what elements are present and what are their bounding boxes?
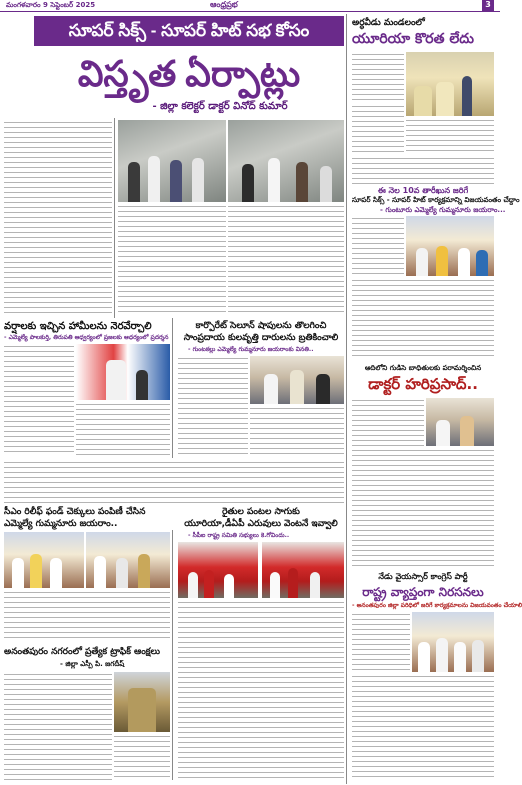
right-mid-text-2 (352, 278, 494, 360)
right-4-photo (412, 612, 494, 672)
left-3-headline: అనంతపురం నగరంలో ప్రత్యేక ట్రాఫిక్ ఆంక్షలు (4, 647, 160, 657)
right-4-subkicker: - అనంతపురం జిల్లా పరిధిలో జరిగే కార్యక్రమాలను విజయవంతం చేయాలి (352, 602, 522, 609)
left-2-headline: సీఎం రిలీఫ్ ఫండ్ చెక్కులు పంపిణీ చేసిన (4, 507, 146, 517)
right-4-kicker: నేడు వైయస్సార్ కాంగ్రెస్ పార్టీ (378, 572, 468, 581)
column-divider-left-top (114, 118, 115, 318)
right-4-text-2 (352, 674, 494, 780)
right-3-headline: డాక్టర్ హరిప్రసాద్.. (368, 375, 478, 393)
left-3-photo-sp (114, 672, 170, 732)
right-top-headline: యూరియా కొరత లేదు (352, 31, 475, 47)
center-2-kicker: - సీపీఐ రాష్ట్ర సమితి సభ్యులు కె.గోవిందు.. (188, 532, 290, 539)
right-top-text-4 (352, 156, 494, 184)
center-1-photo (250, 356, 344, 404)
center-2-headline: రైతుల పంటల సాగుకు (222, 507, 300, 517)
lead-sub-banner: సూపర్ సిక్స్ - సూపర్ హిట్ సభ కోసం (34, 16, 344, 46)
right-3-photo (426, 398, 494, 446)
left-1-text (4, 344, 74, 456)
column-divider-right (346, 14, 347, 784)
lead-photo-ground (228, 120, 344, 202)
left-2-photo-2 (86, 532, 170, 588)
left-2-photo-1 (4, 532, 84, 588)
masthead-bar (0, 0, 500, 12)
right-mid-photo-stage (406, 216, 494, 276)
issue-date: మంగళవారం 9 సెప్టెంబర్ 2025 (6, 1, 96, 9)
left-3-text-2 (114, 734, 170, 780)
center-1-headline-2: సాంప్రదాయ కులవృత్తి దారులను బ్రతికించాలి (183, 333, 339, 343)
lead-headline: విస్తృత ఏర్పాట్లు (77, 54, 301, 94)
right-top-text (352, 52, 404, 102)
center-2-text (178, 600, 344, 780)
left-1-kicker: - ఎమ్మెల్యే పాలకుర్తి, తిరుపతి ఆధ్వర్యంలో ప్రజలకు ఆధర్యంలో ప్రదర్శన (4, 334, 169, 341)
center-2-headline-2: యూరియా,డీఏపీ ఎరువులు వెంటనే ఇవ్వాలి (184, 519, 338, 529)
center-1-text (178, 356, 248, 456)
right-mid-text (352, 216, 404, 276)
right-top-text-3 (406, 118, 494, 152)
right-top-kicker: అర్ధవీడు మండలంలో (352, 18, 425, 28)
center-1-text-2 (250, 406, 344, 456)
center-2-photo-2 (262, 542, 344, 598)
left-1-text-2 (76, 402, 170, 456)
left-3-text (4, 672, 112, 780)
right-4-headline: రాష్ట్ర వ్యాప్తంగా నిరసనలు (362, 585, 484, 599)
right-3-text (352, 398, 424, 446)
lead-photo-officials (118, 120, 226, 202)
left-1-photo-protest (76, 344, 170, 400)
left-1-headline: వర్షాలకు ఇచ్చిన హామీలను నెరవేర్చాలి (4, 321, 152, 332)
right-top-text-2 (352, 104, 404, 152)
right-mid-subhead: సూపర్ సిక్స్ - సూపర్ హిట్ కార్యక్రమాన్ని విజయవంతం చేద్దాం (352, 196, 520, 204)
right-top-photo-urea (406, 52, 494, 116)
center-1-kicker: - గుంటకల్లు ఎమ్మెల్యే గుమ్మనూరు జయరాంకు వినతి.. (188, 346, 314, 353)
center-1-headline: కార్పొరేట్ సెలూన్ షాపులను తొలగించి (195, 321, 327, 331)
right-4-text (352, 612, 410, 672)
lead-story-text (4, 120, 112, 316)
lead-story-text-3 (228, 204, 344, 316)
lead-byline: - జిల్లా కలెక్టర్ డాక్టర్ వినోద్ కుమార్ (152, 101, 288, 112)
mid-wide-text (4, 460, 344, 504)
right-mid-kicker: - గుంటూరు ఎమ్మెల్యే గుమ్మనూరు జయరాం... (380, 206, 506, 214)
right-3-text-2 (352, 448, 494, 568)
left-2-text (4, 590, 170, 642)
right-3-kicker: ఆదిలోని గుడిసె బాధితులకు పరామర్శించిన (364, 364, 482, 372)
column-divider-mid (172, 318, 173, 458)
lead-story-text-2 (118, 204, 226, 316)
left-3-kicker: - జిల్లా ఎస్పీ పి. జగదీష్ (60, 660, 125, 668)
center-2-photo-1 (178, 542, 258, 598)
page-number: 3 (482, 0, 494, 11)
column-divider-mid-lower (172, 530, 173, 780)
right-mid-headline: ఈ నెల 10వ తారీఖున జరిగే (377, 186, 469, 195)
paper-name: ఆంధ్రప్రభ (210, 0, 238, 9)
left-2-headline-2: ఎమ్మెల్యే గుమ్మనూరు జయరాం.. (4, 519, 118, 529)
